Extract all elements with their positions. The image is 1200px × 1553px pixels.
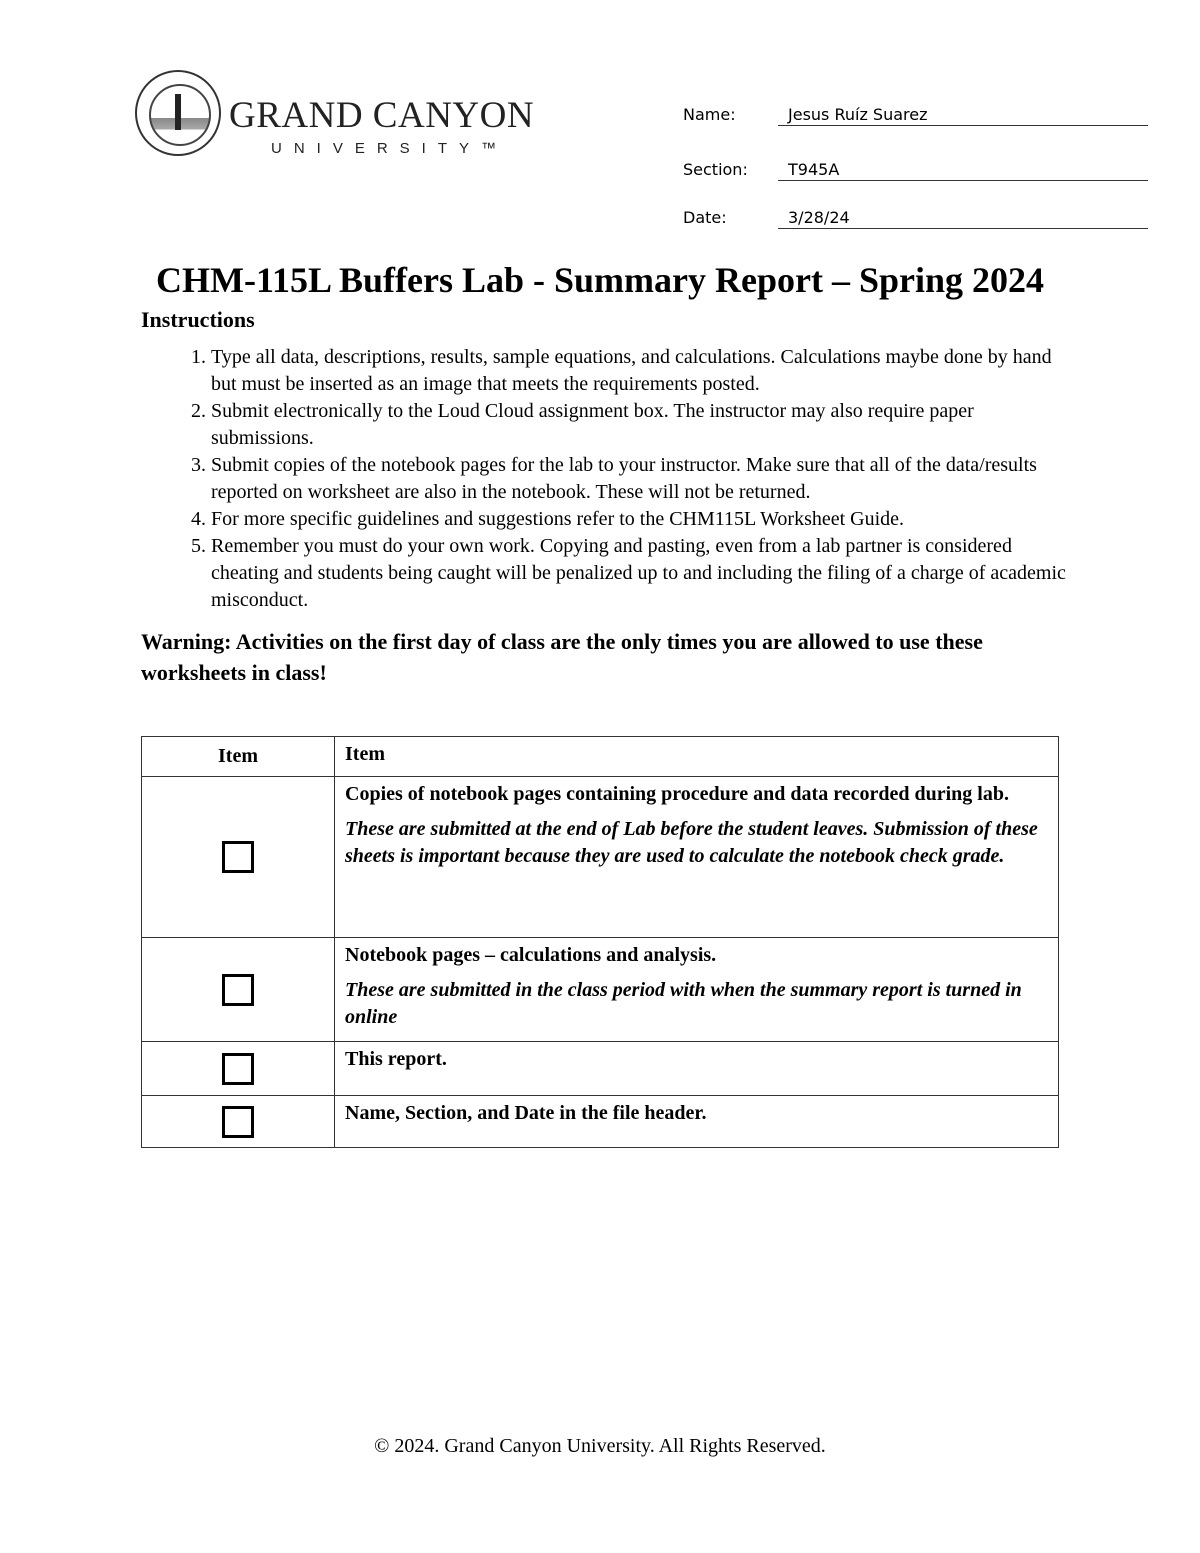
logo-name: GRAND CANYON xyxy=(229,95,535,136)
university-seal-icon xyxy=(135,70,221,156)
university-logo xyxy=(135,70,535,162)
date-label: Date: xyxy=(683,208,727,227)
list-item: 3. Submit copies of the notebook pages for the lab to your instructor. Make sure that all of the data/results reported on worksheet are also in the notebook. These will not be returned. xyxy=(211,452,1071,506)
item-title: Name, Section, and Date in the file header. xyxy=(345,1102,707,1124)
copyright-footer: © 2024. Grand Canyon University. All Rights Reserved. xyxy=(374,1435,826,1457)
list-item: 5. Remember you must do your own work. Copying and pasting, even from a lab partner is considered cheating and students being caught will be penalized up to and including the filing of a charge of academic misconduct. xyxy=(211,533,1071,614)
checkbox[interactable] xyxy=(222,1053,254,1085)
checkbox[interactable] xyxy=(222,841,254,873)
section-label: Section: xyxy=(683,160,748,179)
column-header: Item xyxy=(142,737,335,777)
name-label: Name: xyxy=(683,105,736,124)
table-header-row xyxy=(142,737,1059,777)
document-body xyxy=(141,258,1081,1148)
checklist-table xyxy=(141,736,1059,1148)
item-title: This report. xyxy=(345,1048,447,1070)
section-field[interactable]: T945A xyxy=(778,159,1148,181)
list-item: 4. For more specific guidelines and suggestions refer to the CHM115L Worksheet Guide. xyxy=(211,506,1071,533)
list-item: 2. Submit electronically to the Loud Cloud assignment box. The instructor may also require paper submissions. xyxy=(211,398,1071,452)
table-row xyxy=(142,938,1059,1042)
instructions-heading: Instructions xyxy=(141,307,255,332)
instructions-list xyxy=(141,344,1071,614)
column-header: Item xyxy=(335,737,1059,777)
table-row xyxy=(142,777,1059,938)
table-row xyxy=(142,1042,1059,1096)
name-field[interactable]: Jesus Ruíz Suarez xyxy=(778,104,1148,126)
page-title: CHM-115L Buffers Lab - Summary Report – Spring 2024 xyxy=(155,260,1044,300)
item-note: These are submitted at the end of Lab before the student leaves. Submission of these sheets is important because they are used to calculate the notebook check grade. xyxy=(345,818,1038,867)
item-title: Copies of notebook pages containing procedure and data recorded during lab. xyxy=(345,783,1009,805)
list-item: 1. Type all data, descriptions, results, sample equations, and calculations. Calculations maybe done by hand but must be inserted as an image that meets the requirements posted. xyxy=(211,344,1071,398)
item-title: Notebook pages – calculations and analysis. xyxy=(345,944,717,966)
warning-text: Warning: Activities on the first day of class are the only times you are allowed to use these worksheets in class! xyxy=(141,629,983,685)
checkbox[interactable] xyxy=(222,1106,254,1138)
table-row xyxy=(142,1096,1059,1148)
checkbox[interactable] xyxy=(222,974,254,1006)
logo-sub: UNIVERSITY™ xyxy=(271,140,509,157)
date-field[interactable]: 3/28/24 xyxy=(778,207,1148,229)
item-note: These are submitted in the class period with when the summary report is turned in online xyxy=(345,979,1022,1028)
